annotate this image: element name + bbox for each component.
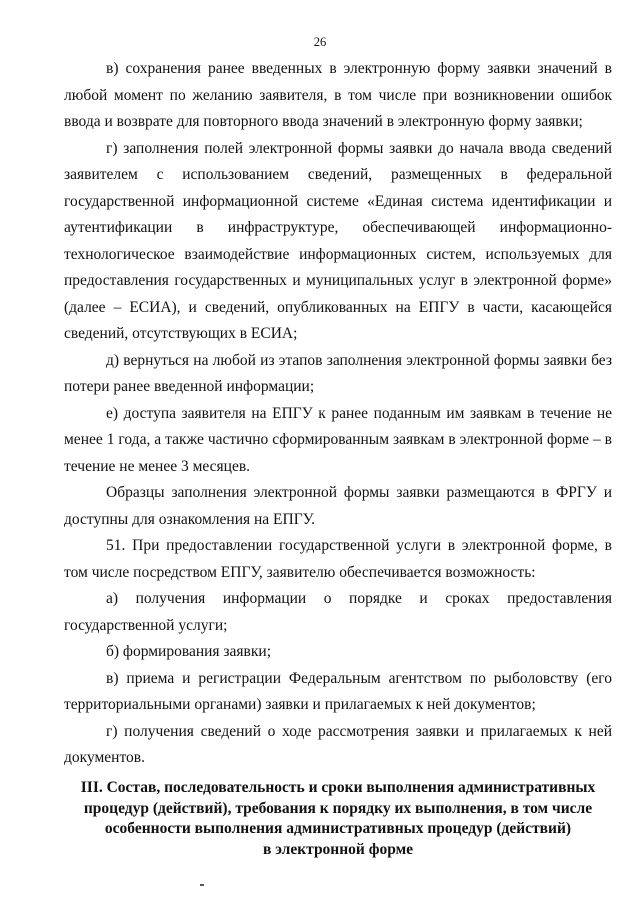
paragraph-v-reception-registration: в) приема и регистрации Федеральным агентством по рыболовству (его территориальными органами) заявки и прилагаемых к ней документов; <box>64 669 612 713</box>
paragraph-samples: Образцы заполнения электронной формы заявки размещаются в ФРГУ и доступны для ознакомления на ЕПГУ. <box>64 484 612 528</box>
paragraph-a-get-information: а) получения информации о порядке и сроках предоставления государственной услуги; <box>64 590 612 634</box>
section-heading-line: особенности выполнения административных процедур (действий) <box>104 820 572 837</box>
paragraph-v-save-values: в) сохранения ранее введенных в электронную форму заявки значений в любой момент по желанию заявителя, в том числе при возникновении ошибок ввода и возврате для повторного ввода значений в электронную форму заявки; <box>64 60 612 130</box>
paragraph-g-fill-fields: г) заполнения полей электронной формы заявки до начала ввода сведений заявителем с использованием сведений, размещенных в федеральной государственной информационной системе «Единая система идентификации и аутентификации в инфраструктуре, обеспечивающей информационно-технологическое взаимодействие информационных систем, используемых для предоставления государственных и муниципальных услуг в электронной форме» (далее – ЕСИА), и сведений, опубликованных на ЕПГУ в части, касающейся сведений, отсутствующих в ЕСИА; <box>64 139 612 342</box>
paragraph-51: 51. При предоставлении государственной услуги в электронной форме, в том числе посредством ЕПГУ, заявителю обеспечивается возможность: <box>64 537 612 581</box>
paragraph-d-return-to-stage: д) вернуться на любой из этапов заполнения электронной формы заявки без потери ранее введенной информации; <box>64 351 612 395</box>
section-heading <box>64 778 612 860</box>
page-number: 26 <box>313 35 327 49</box>
section-heading-line: в электронной форме <box>262 840 414 858</box>
paragraph-b-form-application: б) формирования заявки; <box>106 643 272 660</box>
paragraph-g-status-information: г) получения сведений о ходе рассмотрения заявки и прилагаемых к ней документов. <box>64 722 612 766</box>
section-heading-line: процедур (действий), требования к порядку их выполнения, в том числе <box>83 799 593 817</box>
document-body <box>64 56 612 772</box>
paragraph-e-access-applications: е) доступа заявителя на ЕПГУ к ранее поданным им заявкам в течение не менее 1 года, а также частично сформированным заявкам в электронной форме – в течение не менее 3 месяцев. <box>64 404 612 475</box>
scan-artifact <box>200 884 204 886</box>
section-heading-line: III. Состав, последовательность и сроки выполнения административных <box>80 779 596 796</box>
